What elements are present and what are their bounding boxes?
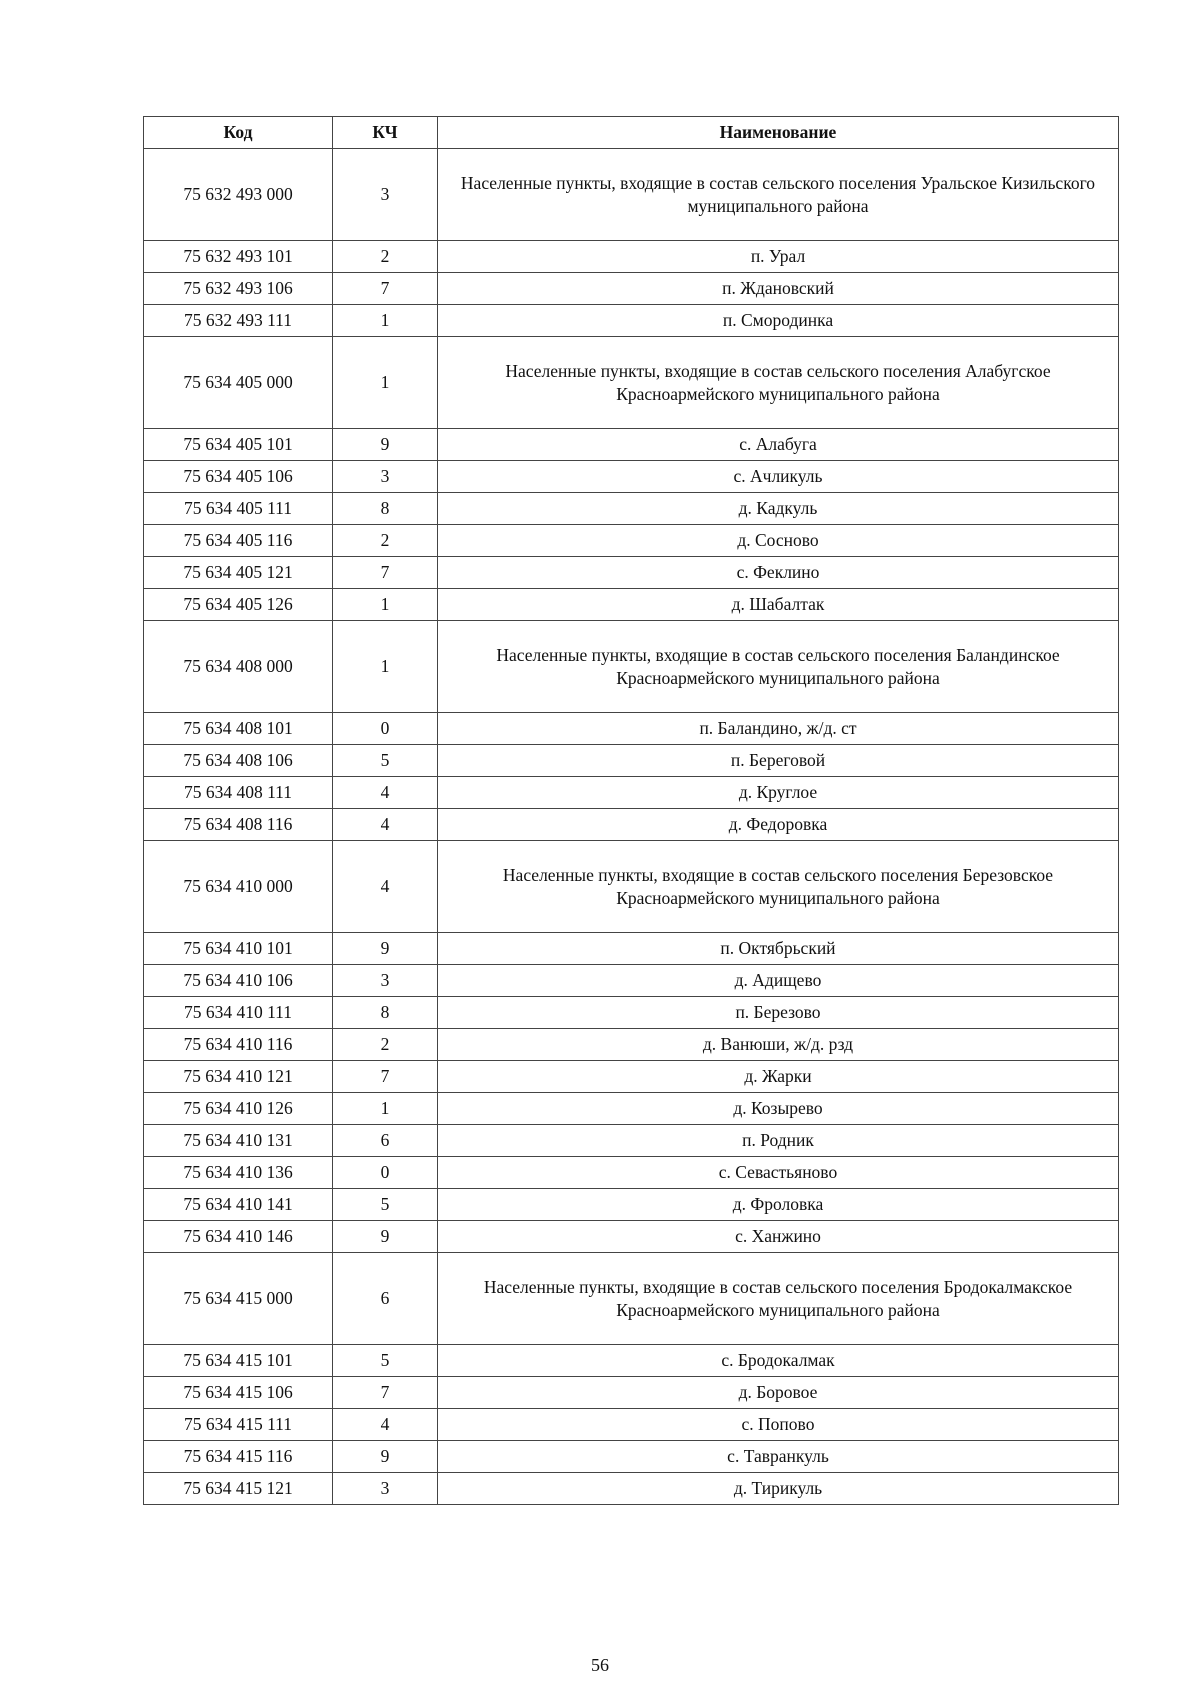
cell-kch: 3: [333, 965, 438, 997]
table-row: [144, 1189, 1119, 1221]
cell-code: 75 634 408 111: [144, 777, 333, 809]
cell-code: 75 634 415 106: [144, 1377, 333, 1409]
cell-name: Населенные пункты, входящие в состав сельского поселения Бродокалмакское Красноармейского муниципального района: [438, 1253, 1119, 1345]
cell-kch: 4: [333, 777, 438, 809]
cell-code: 75 632 493 000: [144, 149, 333, 241]
cell-name: д. Круглое: [438, 777, 1119, 809]
cell-name: п. Смородинка: [438, 305, 1119, 337]
table-group-row: [144, 337, 1119, 429]
cell-code: 75 634 410 136: [144, 1157, 333, 1189]
cell-name: с. Попово: [438, 1409, 1119, 1441]
cell-code: 75 634 405 000: [144, 337, 333, 429]
cell-name: п. Береговой: [438, 745, 1119, 777]
cell-code: 75 632 493 106: [144, 273, 333, 305]
cell-kch: 9: [333, 1221, 438, 1253]
cell-code: 75 634 405 116: [144, 525, 333, 557]
cell-kch: 0: [333, 1157, 438, 1189]
cell-name: с. Алабуга: [438, 429, 1119, 461]
okato-table: [143, 116, 1119, 1505]
cell-name: Населенные пункты, входящие в состав сельского поселения Баландинское Красноармейского муниципального района: [438, 621, 1119, 713]
table-row: [144, 1125, 1119, 1157]
cell-name: д. Козырево: [438, 1093, 1119, 1125]
cell-code: 75 632 493 111: [144, 305, 333, 337]
cell-kch: 6: [333, 1125, 438, 1157]
cell-kch: 8: [333, 493, 438, 525]
cell-code: 75 634 410 000: [144, 841, 333, 933]
cell-kch: 1: [333, 337, 438, 429]
cell-kch: 9: [333, 1441, 438, 1473]
cell-name: с. Ачликуль: [438, 461, 1119, 493]
table-row: [144, 965, 1119, 997]
cell-name: с. Феклино: [438, 557, 1119, 589]
table-row: [144, 493, 1119, 525]
table-group-row: [144, 841, 1119, 933]
table-row: [144, 1473, 1119, 1505]
cell-name: д. Жарки: [438, 1061, 1119, 1093]
cell-kch: 3: [333, 149, 438, 241]
table-group-row: [144, 1253, 1119, 1345]
cell-kch: 1: [333, 589, 438, 621]
table-row: [144, 1409, 1119, 1441]
table-row: [144, 241, 1119, 273]
cell-kch: 4: [333, 1409, 438, 1441]
table-row: [144, 1029, 1119, 1061]
cell-code: 75 634 405 121: [144, 557, 333, 589]
cell-code: 75 632 493 101: [144, 241, 333, 273]
cell-kch: 9: [333, 429, 438, 461]
cell-code: 75 634 410 126: [144, 1093, 333, 1125]
cell-code: 75 634 415 000: [144, 1253, 333, 1345]
cell-name: п. Октябрьский: [438, 933, 1119, 965]
table-row: [144, 461, 1119, 493]
table-row: [144, 713, 1119, 745]
cell-code: 75 634 410 101: [144, 933, 333, 965]
cell-name: п. Ждановский: [438, 273, 1119, 305]
table-row: [144, 809, 1119, 841]
cell-code: 75 634 410 111: [144, 997, 333, 1029]
cell-code: 75 634 405 101: [144, 429, 333, 461]
table-row: [144, 997, 1119, 1029]
cell-kch: 1: [333, 305, 438, 337]
cell-name: д. Фроловка: [438, 1189, 1119, 1221]
cell-code: 75 634 415 101: [144, 1345, 333, 1377]
table-row: [144, 557, 1119, 589]
cell-kch: 5: [333, 745, 438, 777]
cell-name: д. Федоровка: [438, 809, 1119, 841]
cell-kch: 5: [333, 1189, 438, 1221]
cell-kch: 9: [333, 933, 438, 965]
cell-kch: 2: [333, 1029, 438, 1061]
cell-name: Населенные пункты, входящие в состав сельского поселения Алабугское Красноармейского муниципального района: [438, 337, 1119, 429]
cell-name: Населенные пункты, входящие в состав сельского поселения Уральское Кизильского муниципального района: [438, 149, 1119, 241]
cell-kch: 2: [333, 525, 438, 557]
cell-code: 75 634 415 116: [144, 1441, 333, 1473]
cell-kch: 1: [333, 1093, 438, 1125]
cell-kch: 4: [333, 809, 438, 841]
cell-code: 75 634 410 106: [144, 965, 333, 997]
cell-kch: 3: [333, 461, 438, 493]
cell-name: п. Родник: [438, 1125, 1119, 1157]
cell-name: д. Сосново: [438, 525, 1119, 557]
cell-kch: 7: [333, 273, 438, 305]
cell-code: 75 634 408 101: [144, 713, 333, 745]
cell-kch: 1: [333, 621, 438, 713]
cell-code: 75 634 415 121: [144, 1473, 333, 1505]
table-row: [144, 273, 1119, 305]
cell-code: 75 634 410 141: [144, 1189, 333, 1221]
cell-name: д. Тирикуль: [438, 1473, 1119, 1505]
cell-name: с. Тавранкуль: [438, 1441, 1119, 1473]
table-row: [144, 305, 1119, 337]
cell-name: с. Севастьяново: [438, 1157, 1119, 1189]
cell-code: 75 634 410 116: [144, 1029, 333, 1061]
cell-name: д. Боровое: [438, 1377, 1119, 1409]
cell-kch: 8: [333, 997, 438, 1029]
table-row: [144, 933, 1119, 965]
cell-kch: 6: [333, 1253, 438, 1345]
cell-kch: 4: [333, 841, 438, 933]
cell-name: п. Баландино, ж/д. ст: [438, 713, 1119, 745]
header-name: Наименование: [438, 117, 1119, 149]
cell-name: Населенные пункты, входящие в состав сельского поселения Березовское Красноармейского муниципального района: [438, 841, 1119, 933]
cell-name: д. Шабалтак: [438, 589, 1119, 621]
table-row: [144, 1377, 1119, 1409]
cell-code: 75 634 415 111: [144, 1409, 333, 1441]
table-row: [144, 777, 1119, 809]
cell-code: 75 634 408 000: [144, 621, 333, 713]
cell-name: д. Адищево: [438, 965, 1119, 997]
cell-code: 75 634 405 106: [144, 461, 333, 493]
cell-name: д. Ванюши, ж/д. рзд: [438, 1029, 1119, 1061]
cell-kch: 2: [333, 241, 438, 273]
table-row: [144, 1441, 1119, 1473]
table-row: [144, 1345, 1119, 1377]
cell-name: с. Бродокалмак: [438, 1345, 1119, 1377]
cell-code: 75 634 408 116: [144, 809, 333, 841]
cell-name: п. Урал: [438, 241, 1119, 273]
cell-code: 75 634 408 106: [144, 745, 333, 777]
cell-kch: 7: [333, 1061, 438, 1093]
cell-code: 75 634 405 126: [144, 589, 333, 621]
table-body: [144, 149, 1119, 1505]
table-row: [144, 1221, 1119, 1253]
cell-code: 75 634 405 111: [144, 493, 333, 525]
cell-kch: 0: [333, 713, 438, 745]
cell-name: д. Кадкуль: [438, 493, 1119, 525]
table-row: [144, 525, 1119, 557]
table-row: [144, 589, 1119, 621]
table-row: [144, 1157, 1119, 1189]
cell-name: с. Ханжино: [438, 1221, 1119, 1253]
table-row: [144, 1061, 1119, 1093]
table-header-row: [144, 117, 1119, 149]
cell-code: 75 634 410 121: [144, 1061, 333, 1093]
cell-kch: 7: [333, 1377, 438, 1409]
cell-kch: 3: [333, 1473, 438, 1505]
table-row: [144, 1093, 1119, 1125]
table-row: [144, 429, 1119, 461]
table-row: [144, 745, 1119, 777]
document-page: [143, 116, 1118, 1505]
header-kch: КЧ: [333, 117, 438, 149]
cell-kch: 7: [333, 557, 438, 589]
cell-kch: 5: [333, 1345, 438, 1377]
cell-code: 75 634 410 131: [144, 1125, 333, 1157]
header-code: Код: [144, 117, 333, 149]
table-group-row: [144, 149, 1119, 241]
page-number: 56: [591, 1655, 609, 1675]
cell-name: п. Березово: [438, 997, 1119, 1029]
cell-code: 75 634 410 146: [144, 1221, 333, 1253]
table-group-row: [144, 621, 1119, 713]
